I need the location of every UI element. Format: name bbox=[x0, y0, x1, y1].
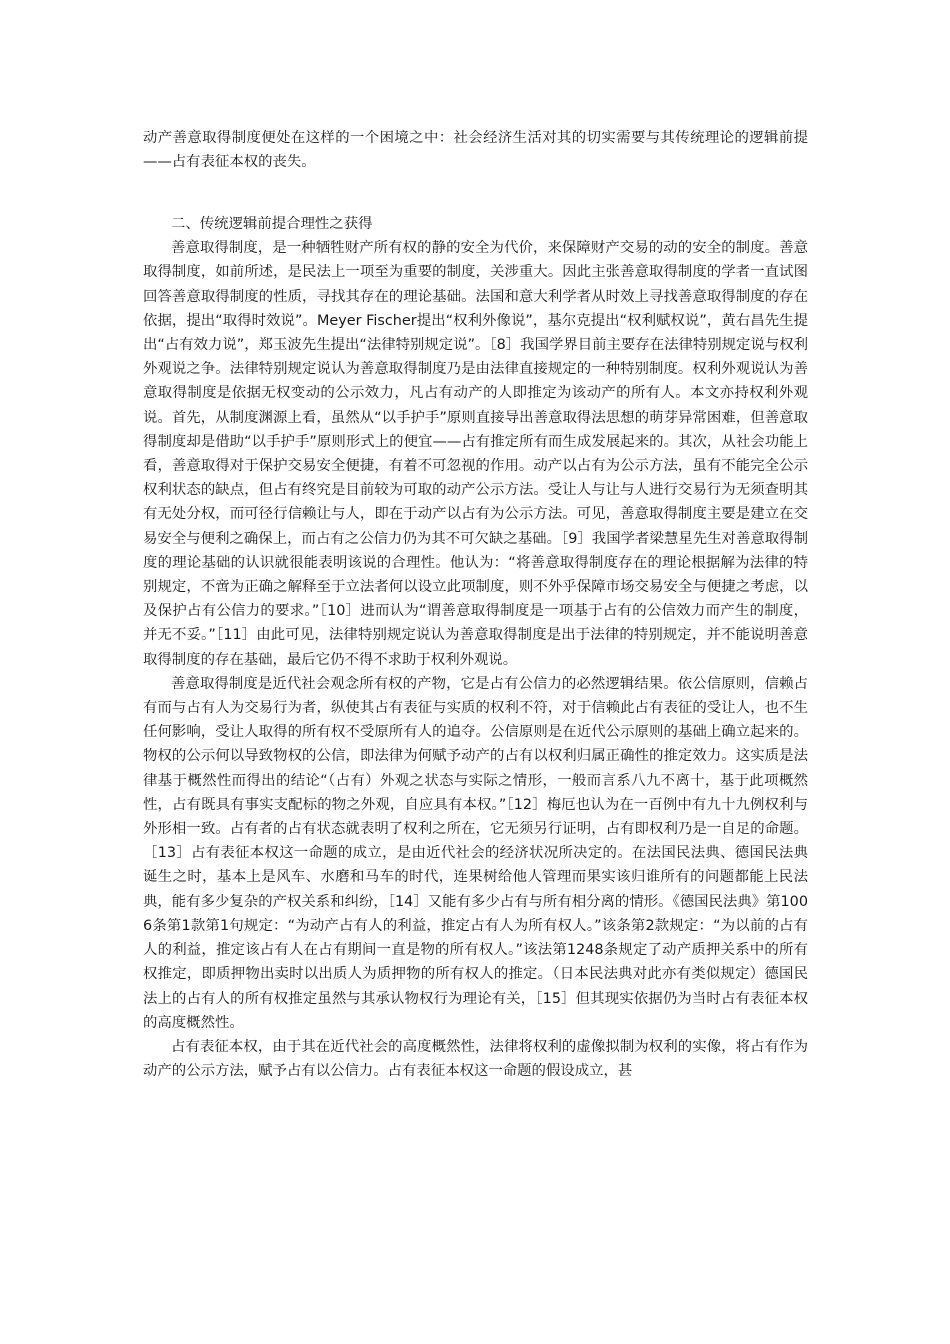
body-paragraph: 善意取得制度，是一种牺牲财产所有权的静的安全为代价，来保障财产交易的动的安全的制度。善意取得制度，如前所述，是民法上一项至为重要的制度，关涉重大。因此主张善意取得制度的学者一直试图回答善意取得制度的性质，寻找其存在的理论基础。法国和意大利学者从时效上寻找善意取得制度的存在依据，提出“取得时效说”。Meyer Fischer提出“权利外像说”，基尔克提出“权利赋权说”，黄右昌先生提出“占有效力说”，郑玉波先生提出“法律特别规定说”。［8］我国学界目前主要存在法律特别规定说与权利外观说之争。法律特别规定说认为善意取得制度乃是由法律直接规定的一种特别制度。权利外观说认为善意取得制度是依据无权变动的公示效力，凡占有动产的人即推定为该动产的所有人。本文亦持权利外观说。首先，从制度渊源上看，虽然从“以手护手”原则直接导出善意取得法思想的萌芽异常困难，但善意取得制度却是借助“以手护手”原则形式上的便宜——占有推定所有而生成发展起来的。其次，从社会功能上看，善意取得对于保护交易安全便捷，有着不可忽视的作用。动产以占有为公示方法，虽有不能完全公示权利状态的缺点，但占有终究是目前较为可取的动产公示方法。受让人与让与人进行交易行为无须查明其有无处分权，而可径行信赖让与人，即在于动产以占有为公示方法。可见，善意取得制度主要是建立在交易安全与便利之确保上，而占有之公信力仍为其不可欠缺之基础。［9］我国学者梁慧星先生对善意取得制度的理论基础的认识就很能表明该说的合理性。他认为：“将善意取得制度存在的理论根据解为法律的特别规定，不啻为正确之解释至于立法者何以设立此项制度，则不外乎保障市场交易安全与便捷之考虑，以及保护占有公信力的要求。”［10］进而认为“谓善意取得制度是一项基于占有的公信效力而产生的制度，并无不妥。”［11］由此可见，法律特别规定说认为善意取得制度是出于法律的特别规定，并不能说明善意取得制度的存在基础，最后它仍不得不求助于权利外观说。 bbox=[143, 240, 808, 668]
body-paragraph: 善意取得制度是近代社会观念所有权的产物，它是占有公信力的必然逻辑结果。依公信原则，信赖占有而与占有人为交易行为者，纵使其占有表征与实质的权利不符，对于信赖此占有表征的受让人，也不生任何影响，受让人取得的所有权不受原所有人的追夺。公信原则是在近代公示原则的基础上确立起来的。物权的公示何以导致物权的公信，即法律为何赋予动产的占有以权利归属正确性的推定效力。这实质是法律基于概然性而得出的结论“（占有）外观之状态与实际之情形，一般而言系八九不离十，基于此项概然性，占有既具有事实支配标的物之外观，自应具有本权。”［12］梅厄也认为在一百例中有九十九例权利与外形相一致。占有者的占有状态就表明了权利之所在，它无须另行证明，占有即权利乃是一自足的命题。［13］占有表征本权这一命题的成立，是由近代社会的经济状况所决定的。在法国民法典、德国民法典诞生之时，基本上是风车、水磨和马车的时代，连果树给他人管理而果实该归谁所有的问题都能上民法典，能有多少复杂的产权关系和纠纷，［14］又能有多少占有与所有相分离的情形。《德国民法典》第1006条第1款第1句规定：“为动产占有人的利益，推定占有人为所有权人。”该条第2款规定：“为以前的占有人的利益，推定该占有人在占有期间一直是物的所有权人。”该法第1248条规定了动产质押关系中的所有权推定，即质押物出卖时以出质人为质押物的所有权人的推定。（日本民法典对此亦有类似规定）德国民法上的占有人的所有权推定虽然与其承认物权行为理论有关，［15］但其现实依据仍为当时占有表征本权的高度概然性。 bbox=[143, 675, 808, 1031]
body-paragraph: 占有表征本权，由于其在近代社会的高度概然性，法律将权利的虚像拟制为权利的实像，将占有作为动产的公示方法，赋予占有以公信力。占有表征本权这一命题的假设成立，甚 bbox=[143, 1038, 808, 1080]
intro-paragraph: 动产善意取得制度便处在这样的一个困境之中：社会经济生活对其的切实需要与其传统理论的逻辑前提——占有表征本权的丧失。 bbox=[143, 130, 808, 171]
section-body bbox=[143, 212, 808, 1083]
section-heading: 二、传统逻辑前提合理性之获得 bbox=[171, 216, 373, 232]
intro-text-block bbox=[143, 126, 808, 174]
